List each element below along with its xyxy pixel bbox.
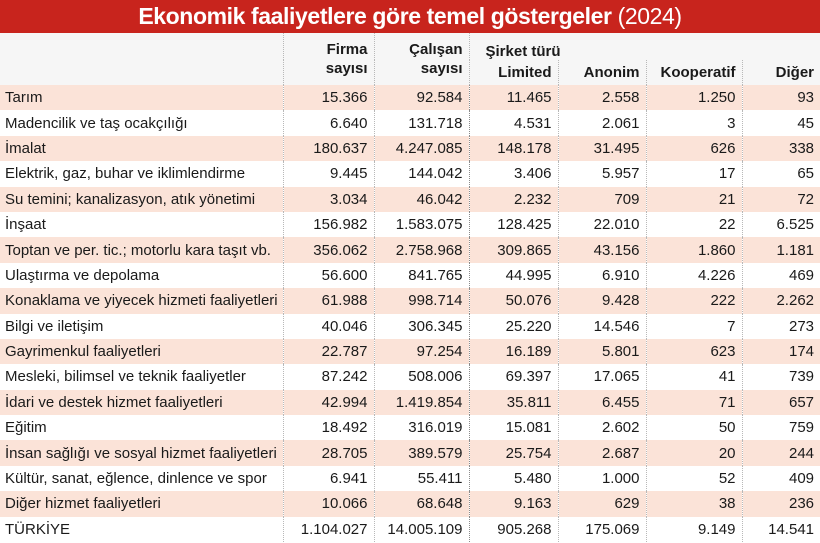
cell-sector: Elektrik, gaz, buhar ve iklimlendirme <box>0 161 283 186</box>
cell-limited: 44.995 <box>469 263 558 288</box>
cell-limited: 2.232 <box>469 187 558 212</box>
cell-diger: 65 <box>742 161 820 186</box>
table-body <box>0 85 820 542</box>
cell-calisan: 68.648 <box>374 491 469 516</box>
cell-calisan: 998.714 <box>374 288 469 313</box>
cell-limited: 148.178 <box>469 136 558 161</box>
table-title <box>0 0 820 33</box>
table-row <box>0 212 820 237</box>
title-year: (2024) <box>617 3 682 29</box>
cell-kooperatif: 38 <box>646 491 742 516</box>
cell-calisan: 4.247.085 <box>374 136 469 161</box>
cell-anonim: 5.957 <box>558 161 646 186</box>
cell-sector: İnsan sağlığı ve sosyal hizmet faaliyetleri <box>0 440 283 465</box>
cell-limited: 4.531 <box>469 110 558 135</box>
cell-calisan: 841.765 <box>374 263 469 288</box>
cell-firma: 56.600 <box>283 263 374 288</box>
cell-kooperatif: 222 <box>646 288 742 313</box>
cell-limited: 5.480 <box>469 466 558 491</box>
cell-diger: 14.541 <box>742 517 820 542</box>
indicators-table <box>0 33 820 542</box>
cell-firma: 61.988 <box>283 288 374 313</box>
header-calisan-line2: sayısı <box>420 60 463 77</box>
cell-calisan: 97.254 <box>374 339 469 364</box>
cell-limited: 11.465 <box>469 85 558 110</box>
cell-calisan: 92.584 <box>374 85 469 110</box>
header-anonim: Anonim <box>558 60 646 85</box>
cell-diger: 273 <box>742 314 820 339</box>
cell-anonim: 31.495 <box>558 136 646 161</box>
cell-diger: 45 <box>742 110 820 135</box>
cell-sector: İmalat <box>0 136 283 161</box>
cell-diger: 2.262 <box>742 288 820 313</box>
cell-sector: Ulaştırma ve depolama <box>0 263 283 288</box>
cell-firma: 1.104.027 <box>283 517 374 542</box>
header-firma <box>283 33 374 85</box>
cell-diger: 244 <box>742 440 820 465</box>
cell-anonim: 9.428 <box>558 288 646 313</box>
cell-diger: 1.181 <box>742 237 820 262</box>
cell-kooperatif: 22 <box>646 212 742 237</box>
cell-kooperatif: 7 <box>646 314 742 339</box>
header-calisan-line1: Çalışan <box>409 41 463 58</box>
cell-firma: 15.366 <box>283 85 374 110</box>
cell-firma: 22.787 <box>283 339 374 364</box>
cell-sector: İnşaat <box>0 212 283 237</box>
table-header <box>0 33 820 85</box>
cell-anonim: 709 <box>558 187 646 212</box>
header-limited: Limited <box>469 60 558 85</box>
cell-anonim: 2.602 <box>558 415 646 440</box>
cell-firma: 356.062 <box>283 237 374 262</box>
cell-sector: Gayrimenkul faaliyetleri <box>0 339 283 364</box>
table-row <box>0 390 820 415</box>
cell-anonim: 175.069 <box>558 517 646 542</box>
cell-limited: 3.406 <box>469 161 558 186</box>
cell-diger: 739 <box>742 364 820 389</box>
cell-firma: 3.034 <box>283 187 374 212</box>
cell-limited: 128.425 <box>469 212 558 237</box>
cell-anonim: 5.801 <box>558 339 646 364</box>
table-row <box>0 314 820 339</box>
cell-diger: 338 <box>742 136 820 161</box>
cell-limited: 35.811 <box>469 390 558 415</box>
cell-sector: Su temini; kanalizasyon, atık yönetimi <box>0 187 283 212</box>
cell-diger: 93 <box>742 85 820 110</box>
cell-kooperatif: 17 <box>646 161 742 186</box>
cell-calisan: 508.006 <box>374 364 469 389</box>
cell-calisan: 306.345 <box>374 314 469 339</box>
cell-kooperatif: 9.149 <box>646 517 742 542</box>
cell-calisan: 389.579 <box>374 440 469 465</box>
table-row <box>0 440 820 465</box>
cell-kooperatif: 52 <box>646 466 742 491</box>
cell-anonim: 6.910 <box>558 263 646 288</box>
cell-calisan: 131.718 <box>374 110 469 135</box>
cell-anonim: 2.687 <box>558 440 646 465</box>
cell-limited: 16.189 <box>469 339 558 364</box>
table-row <box>0 415 820 440</box>
cell-firma: 156.982 <box>283 212 374 237</box>
cell-firma: 6.941 <box>283 466 374 491</box>
cell-diger: 236 <box>742 491 820 516</box>
cell-limited: 25.220 <box>469 314 558 339</box>
cell-sector: TÜRKİYE <box>0 517 283 542</box>
cell-calisan: 46.042 <box>374 187 469 212</box>
cell-calisan: 2.758.968 <box>374 237 469 262</box>
cell-kooperatif: 41 <box>646 364 742 389</box>
cell-calisan: 14.005.109 <box>374 517 469 542</box>
header-calisan <box>374 33 469 85</box>
cell-anonim: 43.156 <box>558 237 646 262</box>
cell-sector: Toptan ve per. tic.; motorlu kara taşıt vb. <box>0 237 283 262</box>
cell-sector: Eğitim <box>0 415 283 440</box>
cell-anonim: 6.455 <box>558 390 646 415</box>
table-row <box>0 161 820 186</box>
header-firma-line1: Firma <box>326 41 368 58</box>
cell-firma: 6.640 <box>283 110 374 135</box>
cell-anonim: 22.010 <box>558 212 646 237</box>
header-sector <box>0 33 283 85</box>
table-row <box>0 288 820 313</box>
cell-sector: Mesleki, bilimsel ve teknik faaliyetler <box>0 364 283 389</box>
header-sirket-turu: Şirket türü <box>469 33 820 60</box>
table-row <box>0 491 820 516</box>
cell-diger: 174 <box>742 339 820 364</box>
cell-diger: 759 <box>742 415 820 440</box>
cell-calisan: 144.042 <box>374 161 469 186</box>
cell-kooperatif: 20 <box>646 440 742 465</box>
cell-kooperatif: 21 <box>646 187 742 212</box>
cell-firma: 18.492 <box>283 415 374 440</box>
header-kooperatif: Kooperatif <box>646 60 742 85</box>
cell-limited: 50.076 <box>469 288 558 313</box>
cell-kooperatif: 623 <box>646 339 742 364</box>
cell-sector: Tarım <box>0 85 283 110</box>
cell-firma: 40.046 <box>283 314 374 339</box>
cell-sector: Madencilik ve taş ocakçılığı <box>0 110 283 135</box>
cell-calisan: 1.583.075 <box>374 212 469 237</box>
cell-firma: 42.994 <box>283 390 374 415</box>
cell-calisan: 1.419.854 <box>374 390 469 415</box>
table-row <box>0 517 820 542</box>
cell-limited: 309.865 <box>469 237 558 262</box>
cell-anonim: 2.061 <box>558 110 646 135</box>
cell-limited: 25.754 <box>469 440 558 465</box>
cell-anonim: 17.065 <box>558 364 646 389</box>
table-row <box>0 263 820 288</box>
table-row <box>0 85 820 110</box>
cell-calisan: 55.411 <box>374 466 469 491</box>
cell-anonim: 14.546 <box>558 314 646 339</box>
cell-diger: 6.525 <box>742 212 820 237</box>
cell-diger: 657 <box>742 390 820 415</box>
cell-limited: 15.081 <box>469 415 558 440</box>
table-row <box>0 339 820 364</box>
table-row <box>0 237 820 262</box>
cell-firma: 87.242 <box>283 364 374 389</box>
cell-calisan: 316.019 <box>374 415 469 440</box>
cell-diger: 469 <box>742 263 820 288</box>
cell-kooperatif: 626 <box>646 136 742 161</box>
table-row <box>0 110 820 135</box>
cell-kooperatif: 71 <box>646 390 742 415</box>
cell-sector: Bilgi ve iletişim <box>0 314 283 339</box>
cell-sector: Diğer hizmet faaliyetleri <box>0 491 283 516</box>
cell-firma: 28.705 <box>283 440 374 465</box>
header-firma-line2: sayısı <box>325 60 368 77</box>
cell-anonim: 629 <box>558 491 646 516</box>
cell-kooperatif: 50 <box>646 415 742 440</box>
cell-firma: 9.445 <box>283 161 374 186</box>
cell-sector: İdari ve destek hizmet faaliyetleri <box>0 390 283 415</box>
table-row <box>0 364 820 389</box>
cell-firma: 10.066 <box>283 491 374 516</box>
cell-firma: 180.637 <box>283 136 374 161</box>
table-row <box>0 466 820 491</box>
header-diger: Diğer <box>742 60 820 85</box>
cell-kooperatif: 1.250 <box>646 85 742 110</box>
title-text: Ekonomik faaliyetlere göre temel göstergeler <box>138 3 612 29</box>
cell-kooperatif: 3 <box>646 110 742 135</box>
cell-diger: 72 <box>742 187 820 212</box>
cell-limited: 905.268 <box>469 517 558 542</box>
table-row <box>0 187 820 212</box>
cell-diger: 409 <box>742 466 820 491</box>
cell-kooperatif: 4.226 <box>646 263 742 288</box>
cell-limited: 69.397 <box>469 364 558 389</box>
cell-sector: Konaklama ve yiyecek hizmeti faaliyetleri <box>0 288 283 313</box>
cell-kooperatif: 1.860 <box>646 237 742 262</box>
table-row <box>0 136 820 161</box>
cell-sector: Kültür, sanat, eğlence, dinlence ve spor <box>0 466 283 491</box>
cell-limited: 9.163 <box>469 491 558 516</box>
cell-anonim: 2.558 <box>558 85 646 110</box>
cell-anonim: 1.000 <box>558 466 646 491</box>
